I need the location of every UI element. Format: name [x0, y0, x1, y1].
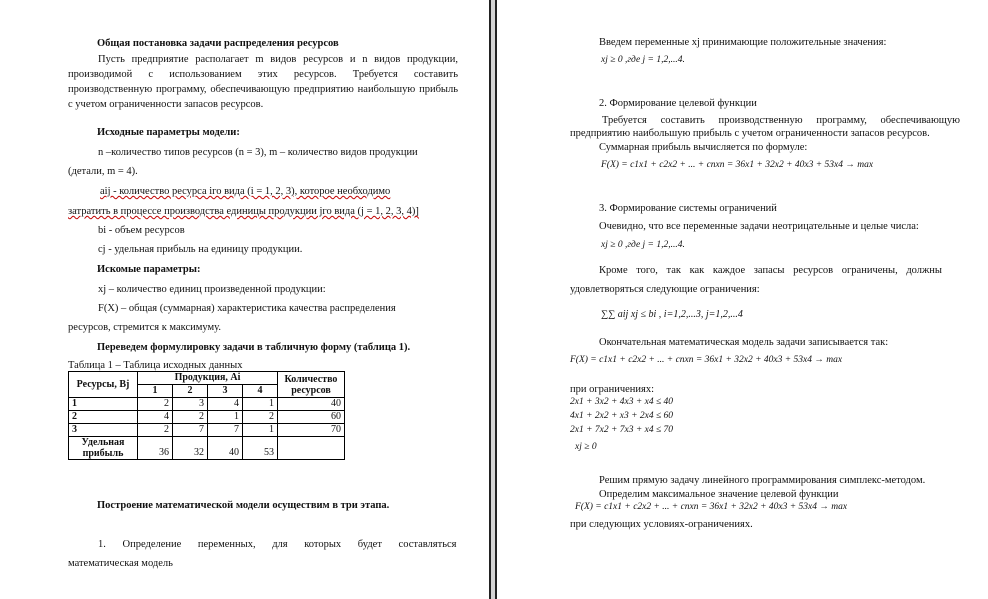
- col-resources-header: Ресурсы, Bj: [69, 372, 138, 398]
- param-cj: cj - удельная прибыль на единицу продукции.: [98, 244, 303, 255]
- solve-text: Решим прямую задачу линейного программирования симплекс-методом.: [599, 475, 926, 486]
- step1-text: 1. Определение переменных, для которых будет составляться: [98, 539, 457, 550]
- cell: 1: [243, 424, 278, 437]
- table-heading: Переведем формулировку задачи в табличную форму (таблица 1).: [97, 342, 411, 353]
- sought-fx: F(X) – общая (суммарная) характеристика качества распределения: [98, 303, 396, 314]
- resources-table: [68, 371, 345, 460]
- vars-formula: xj ≥ 0 ,где j = 1,2,...4.: [601, 55, 685, 65]
- cell: 2: [173, 411, 208, 424]
- cell: 2: [138, 424, 173, 437]
- params-heading: Исходные параметры модели:: [97, 127, 240, 138]
- table-row-profit: [69, 437, 345, 460]
- sought-fx-cont: ресурсов, стремится к максимуму.: [68, 322, 221, 333]
- param-aij: aij - количество ресурса iго вида (i = 1, 2, 3), которое необходимо: [100, 186, 391, 197]
- sub-header: 1: [138, 385, 173, 398]
- cell: 4: [208, 398, 243, 411]
- cell-amount: 40: [278, 398, 345, 411]
- left-page: [0, 0, 489, 599]
- cell: 1: [208, 411, 243, 424]
- table-row: [69, 398, 345, 411]
- param-n: n –количество типов ресурсов (n = 3), m – количество видов продукции: [98, 147, 418, 158]
- limits-text: Кроме того, так как каждое запасы ресурсов ограничены, должны: [599, 265, 942, 276]
- objective-formula-3: F(X) = c1x1 + c2x2 + ... + cnxn = 36x1 + 32x2 + 40x3 + 53x4 → max: [575, 502, 848, 512]
- constraint-2: 4x1 + 2x2 + x3 + 2x4 ≤ 60: [570, 411, 674, 421]
- page-divider: [489, 0, 497, 599]
- sub-header: 2: [173, 385, 208, 398]
- cell-amount: 70: [278, 424, 345, 437]
- constraint-1: 2x1 + 3x2 + 4x3 + x4 ≤ 40: [570, 397, 674, 407]
- model-heading: Построение математической модели осуществим в три этапа.: [97, 500, 390, 511]
- cell: 32: [173, 437, 208, 460]
- step2-heading: 2. Формирование целевой функции: [599, 98, 757, 109]
- param-bi: bi - объем ресурсов: [98, 225, 185, 236]
- objective-formula-2: F(X) = c1x1 + c2x2 + ... + cnxn = 36x1 + 32x2 + 40x3 + 53x4 → max: [570, 355, 843, 365]
- step2-text: Требуется составить производственную программу, обеспечивающую предприятию наибольшую прибыль с учетом ограниченности запасов ресурсов.: [570, 115, 960, 139]
- table-caption: Таблица 1 – Таблица исходных данных: [68, 360, 243, 371]
- col-amount-header: Количество ресурсов: [278, 372, 345, 398]
- param-aij-cont: затратить в процессе производства единицы продукции jго вида (j = 1, 2, 3, 4)]: [68, 206, 419, 217]
- sought-heading: Искомые параметры:: [97, 264, 201, 275]
- limits-text-cont: удовлетворяться следующие ограничения:: [570, 284, 760, 295]
- cell: 7: [208, 424, 243, 437]
- final-model-text: Окончательная математическая модель задачи записывается так:: [599, 337, 889, 348]
- cell: 4: [138, 411, 173, 424]
- row-label: 2: [69, 411, 138, 424]
- cell: 1: [243, 398, 278, 411]
- row-label: 1: [69, 398, 138, 411]
- vars-intro: Введем переменные xj принимающие положительные значения:: [599, 37, 887, 48]
- objective-formula: F(X) = c1x1 + c2x2 + ... + cnxn = 36x1 + 32x2 + 40x3 + 53x4 → max: [601, 160, 874, 170]
- max-text: Определим максимальное значение целевой функции: [599, 489, 839, 500]
- right-page: [497, 0, 988, 599]
- constraint-3: 2x1 + 7x2 + 7x3 + x4 ≤ 70: [570, 425, 674, 435]
- sought-xj: xj – количество единиц произведенной продукции:: [98, 284, 326, 295]
- cell: 53: [243, 437, 278, 460]
- cell-empty: [278, 437, 345, 460]
- constraint-4: xj ≥ 0: [575, 442, 597, 452]
- step1-cont: математическая модель: [68, 558, 173, 569]
- param-n-cont: (детали, m = 4).: [68, 166, 138, 177]
- cell: 2: [243, 411, 278, 424]
- row-label-profit: Удельная прибыль: [69, 437, 138, 460]
- table-row: [69, 411, 345, 424]
- sum-constraint: ∑∑ aij xj ≤ bi , i=1,2,...3, j=1,2,...4: [601, 309, 743, 320]
- step3-text: Очевидно, что все переменные задачи неотрицательные и целые числа:: [599, 221, 919, 232]
- cell: 7: [173, 424, 208, 437]
- step3-heading: 3. Формирование системы ограничений: [599, 203, 777, 214]
- intro-paragraph: Пусть предприятие располагает m видов ресурсов и n видов продукции, производимой с использованием этих ресурсов. Требуется составить производственную программу, обеспечивающую предприятию наибольшую прибыль с учетом ограниченности запасов ресурсов.: [68, 54, 458, 110]
- section-title: Общая постановка задачи распределения ресурсов: [97, 38, 339, 49]
- vars-formula-2: xj ≥ 0 ,где j = 1,2,...4.: [601, 240, 685, 250]
- with-constraints: при ограничениях:: [570, 384, 654, 395]
- cell: 36: [138, 437, 173, 460]
- cell: 3: [173, 398, 208, 411]
- conditions-text: при следующих условиях-ограничениях.: [570, 519, 753, 530]
- cell: 40: [208, 437, 243, 460]
- sub-header: 3: [208, 385, 243, 398]
- cell: 2: [138, 398, 173, 411]
- table-row: [69, 424, 345, 437]
- sub-header: 4: [243, 385, 278, 398]
- row-label: 3: [69, 424, 138, 437]
- profit-formula-label: Суммарная прибыль вычисляется по формуле:: [599, 142, 808, 153]
- col-product-header: Продукция, Ai: [138, 372, 278, 385]
- cell-amount: 60: [278, 411, 345, 424]
